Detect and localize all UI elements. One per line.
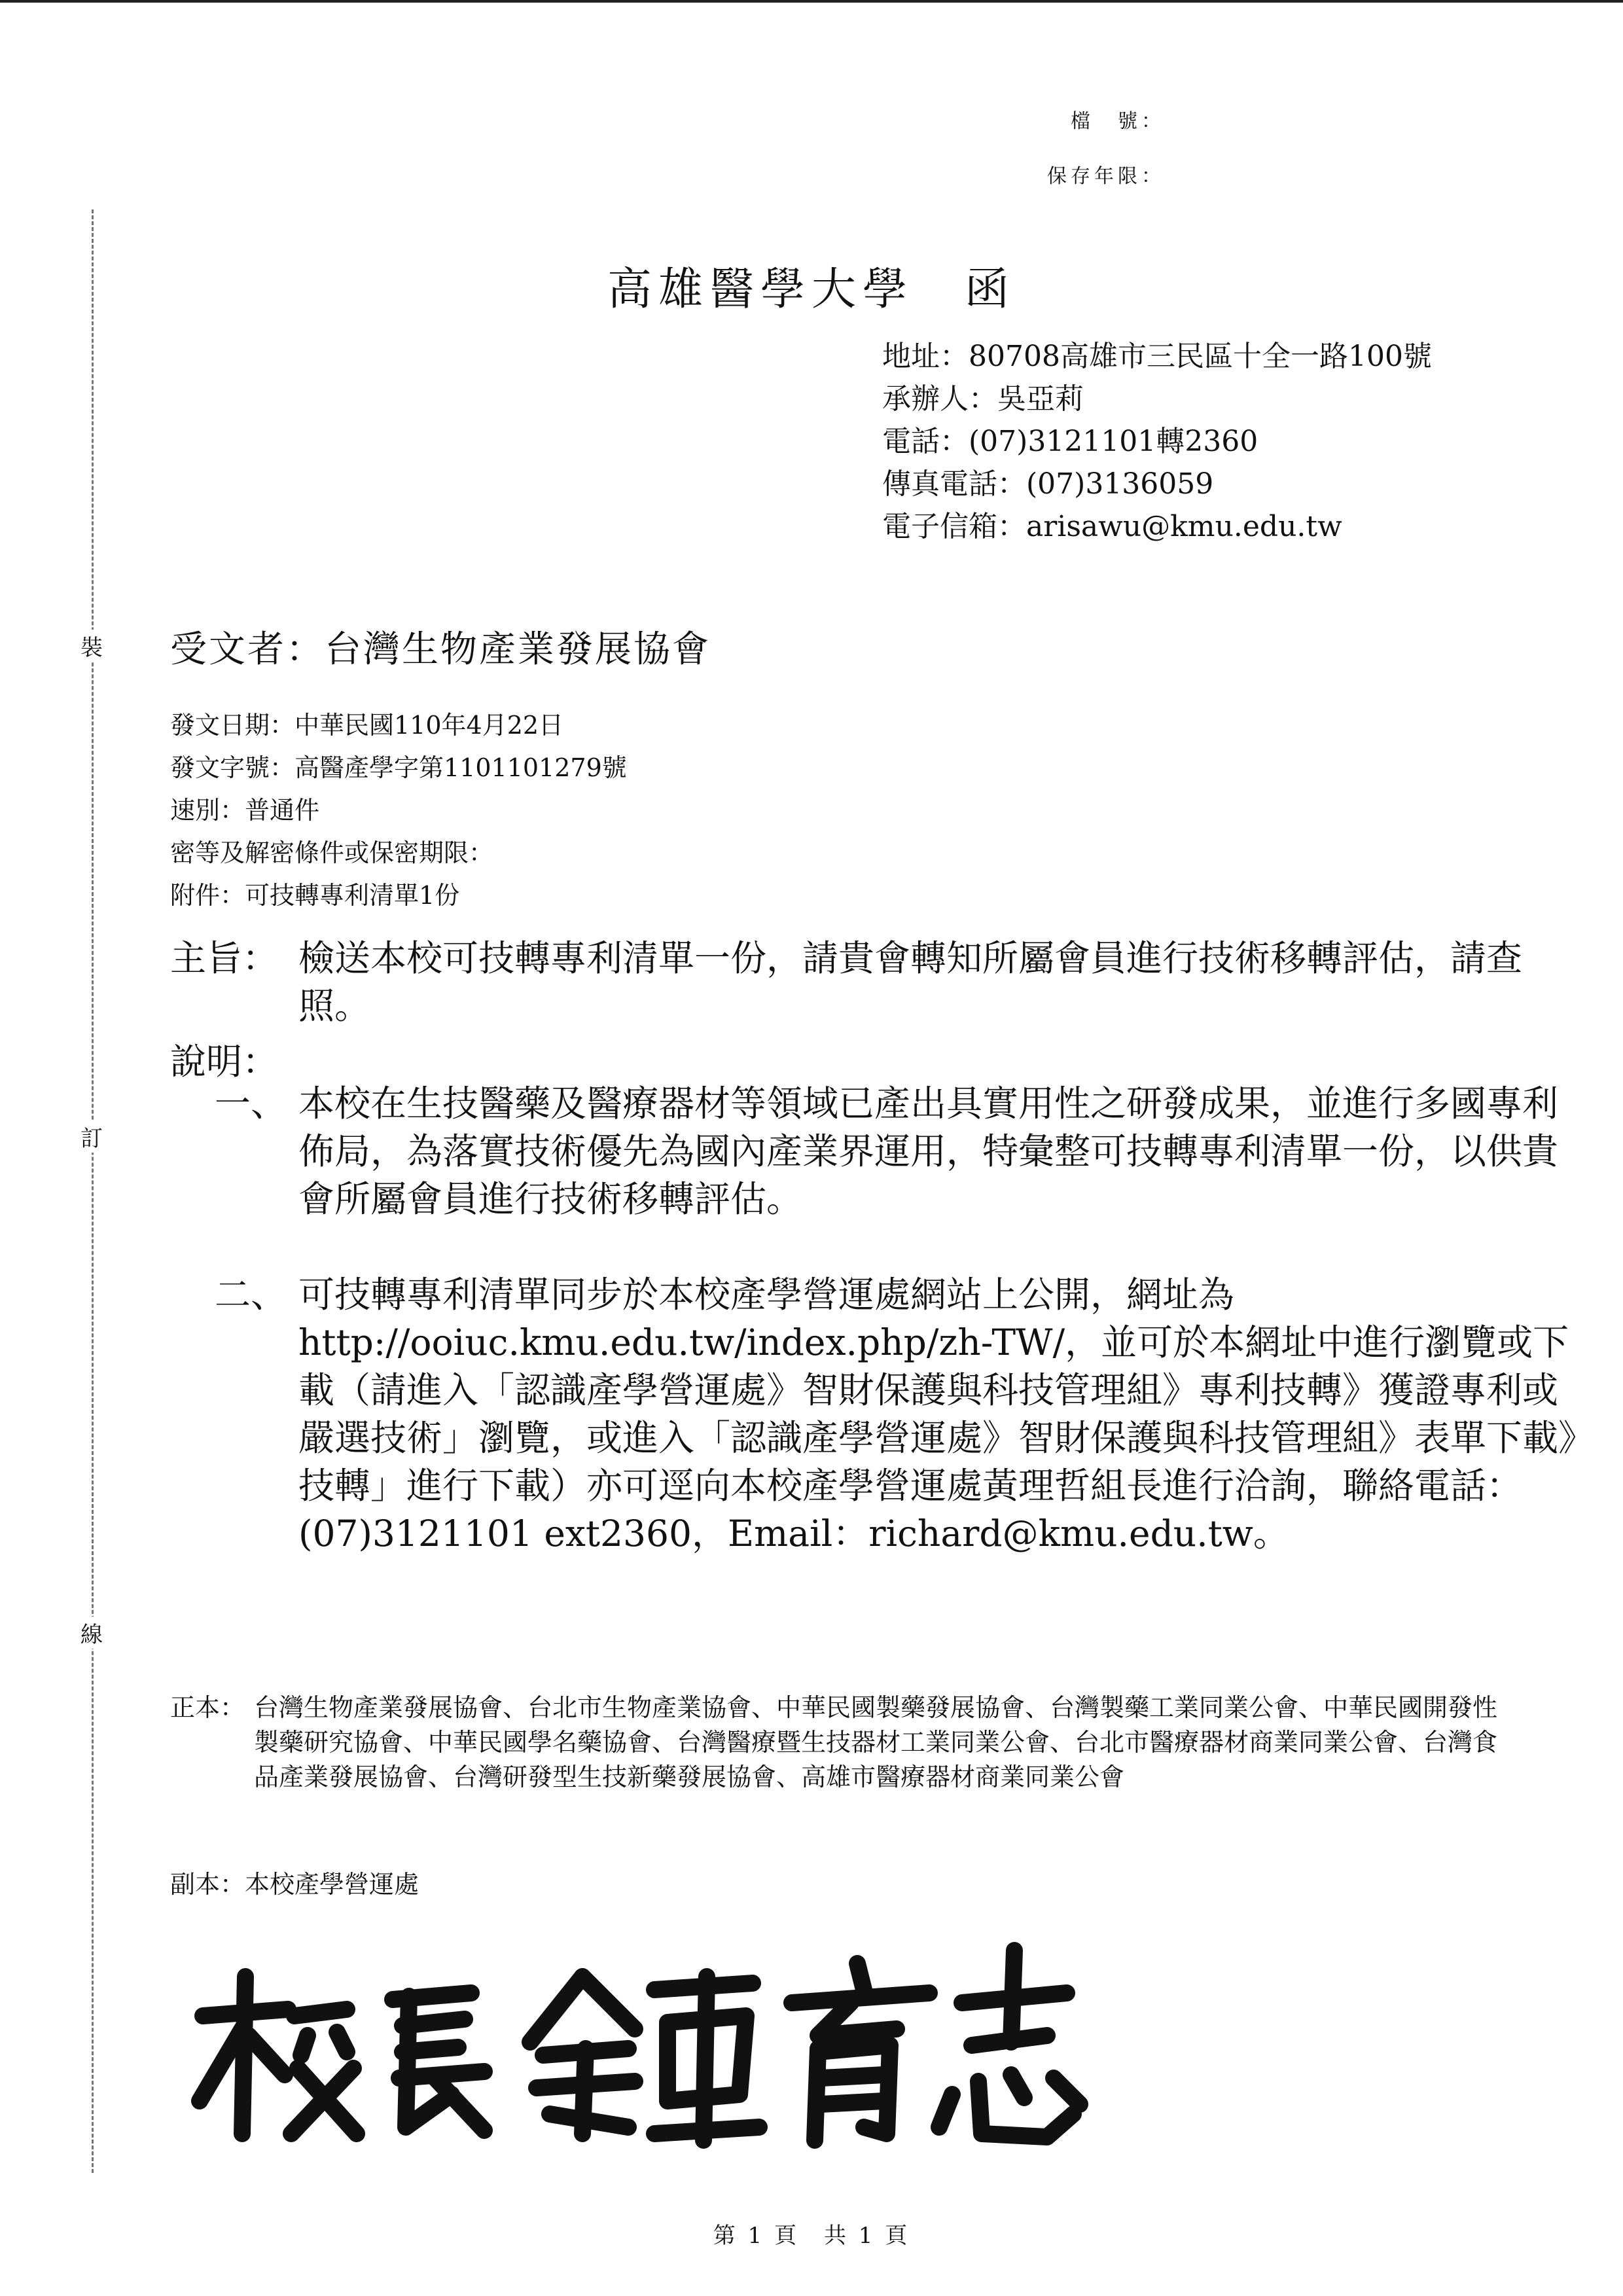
retention-label: 保存年限：	[1047, 165, 1165, 188]
item-number: 二、	[215, 1274, 287, 1316]
sender-email: 電子信箱：arisawu@kmu.edu.tw	[882, 510, 1342, 543]
recipient: 受文者：台灣生物產業發展協會	[170, 628, 711, 671]
sender-fax: 傳真電話：(07)3136059	[882, 467, 1214, 501]
sender-phone: 電話：(07)3121101轉2360	[882, 425, 1258, 458]
binding-mark-ding: 訂	[77, 1121, 106, 1153]
copies-label: 正本：	[170, 1693, 245, 1722]
sender-info	[882, 335, 1602, 548]
document-number: 發文字號：高醫產學字第1101101279號	[170, 753, 627, 782]
binding-line	[92, 209, 94, 2173]
top-rule	[0, 0, 1623, 3]
sender-address: 地址：80708高雄市三民區十全一路100號	[882, 340, 1432, 373]
item-text: 本校在生技醫藥及醫療器材等領域已產出具實用性之研發成果，並進行多國專利佈局，為落實技術優先為國內產業界運用，特彙整可技轉專利清單一份，以供貴會所屬會員進行技術移轉評估。	[298, 1083, 1559, 1220]
subject-text: 檢送本校可技轉專利清單一份，請貴會轉知所屬會員進行技術移轉評估，請查照。	[298, 937, 1523, 1027]
item-number: 一、	[215, 1083, 287, 1124]
explanation-label: 說明：	[170, 1041, 279, 1083]
secrecy-level: 密等及解密條件或保密期限：	[170, 838, 494, 867]
file-number-label: 檔 號：	[1071, 110, 1165, 133]
binding-mark-zhuang: 裝	[77, 630, 106, 662]
copies-text: 台灣生物產業發展協會、台北市生物產業協會、中華民國製藥發展協會、台灣製藥工業同業公會、中華民國開發性製藥研究協會、中華民國學名藥協會、台灣醫療暨生技器材工業同業公會、台北市醫療器材商業同業公會、台灣食品產業發展協會、台灣研發型生技新藥發展協會、高雄市醫療器材商業同業公會	[254, 1693, 1498, 1791]
sender-contact: 承辦人：吳亞莉	[882, 382, 1084, 416]
item-text: 可技轉專利清單同步於本校產學營運處網站上公開，網址為http://ooiuc.kmu.edu.tw/index.php/zh-TW/，並可於本網址中進行瀏覽或下載（請進入「認識產學營運處》智財保護與科技管理組》專利技轉》獲證專利或嚴選技術」瀏覽，或進入「認識產學營運處》智財保護與科技管理組》表單下載》技轉」進行下載）亦可逕向本校產學營運處黃理哲組長進行洽詢，聯絡電話：(07)3121101 ext2360，Email：richard@kmu.edu.tw。	[298, 1274, 1577, 1554]
delivery-speed: 速別：普通件	[170, 796, 320, 825]
president-signature	[177, 1937, 1093, 2153]
subject-label: 主旨：	[170, 937, 279, 979]
page-footer: 第 1 頁 共 1 頁	[713, 2223, 910, 2249]
binding-mark-xian: 線	[77, 1617, 106, 1649]
attachment: 附件：可技轉專利清單1份	[170, 881, 460, 910]
document-meta	[170, 704, 627, 917]
carbon-copy: 副本：本校產學營運處	[170, 1870, 419, 1899]
issue-date: 發文日期：中華民國110年4月22日	[170, 711, 564, 740]
document-title: 高雄醫學大學 函	[607, 264, 1016, 315]
